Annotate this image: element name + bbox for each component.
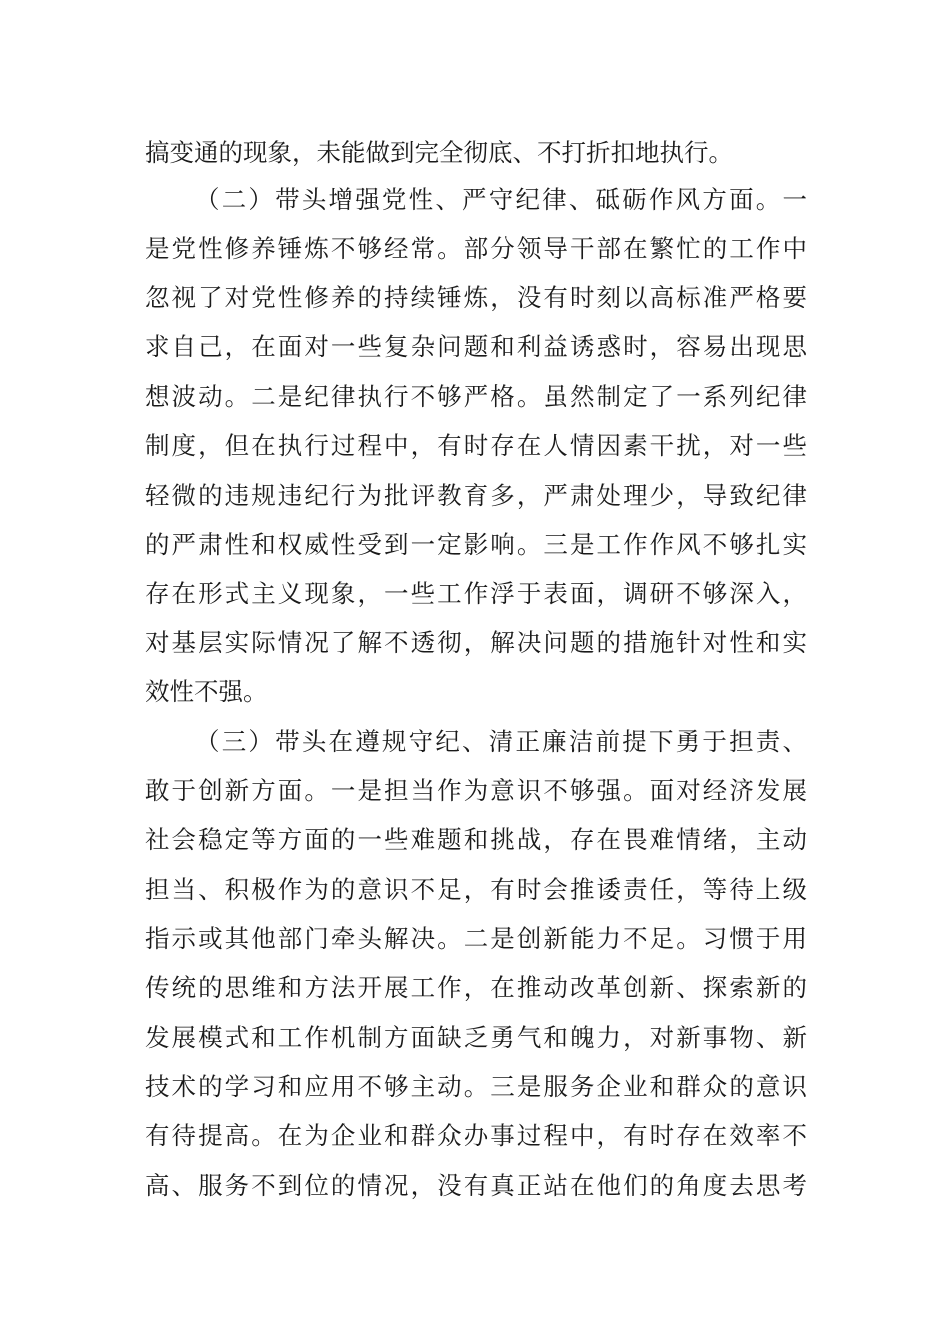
text-line: 轻微的违规违纪行为批评教育多，严肃处理少，导致纪律 (145, 481, 807, 510)
text-line: 效性不强。 (145, 677, 268, 706)
text-line: 有待提高。在为企业和群众办事过程中，有时存在效率不 (145, 1121, 807, 1150)
text-line: 高、服务不到位的情况，没有真正站在他们的角度去思考 (145, 1171, 807, 1200)
text-line: 指示或其他部门牵头解决。二是创新能力不足。习惯于用 (145, 924, 807, 953)
text-line: 传统的思维和方法开展工作，在推动改革创新、探索新的 (145, 973, 807, 1002)
text-line: 发展模式和工作机制方面缺乏勇气和魄力，对新事物、新 (145, 1023, 807, 1052)
text-line: （三）带头在遵规守纪、清正廉洁前提下勇于担责、 (195, 727, 807, 756)
text-line: 是党性修养锤炼不够经常。部分领导干部在繁忙的工作中 (145, 234, 807, 263)
text-line: 技术的学习和应用不够主动。三是服务企业和群众的意识 (145, 1072, 807, 1101)
text-line: 担当、积极作为的意识不足，有时会推诿责任，等待上级 (145, 875, 807, 904)
text-line: 想波动。二是纪律执行不够严格。虽然制定了一系列纪律 (145, 382, 807, 411)
text-line: 忽视了对党性修养的持续锤炼，没有时刻以高标准严格要 (145, 283, 807, 312)
text-line: 敢于创新方面。一是担当作为意识不够强。面对经济发展 (145, 776, 807, 805)
text-line: 的严肃性和权威性受到一定影响。三是工作作风不够扎实 (145, 530, 807, 559)
text-line: 求自己，在面对一些复杂问题和利益诱惑时，容易出现思 (145, 332, 807, 361)
text-line: 对基层实际情况了解不透彻，解决问题的措施针对性和实 (145, 628, 807, 657)
text-line: 存在形式主义现象，一些工作浮于表面，调研不够深入， (145, 579, 807, 608)
text-line: 制度，但在执行过程中，有时存在人情因素干扰，对一些 (145, 431, 807, 460)
text-line: 社会稳定等方面的一些难题和挑战，存在畏难情绪，主动 (145, 825, 807, 854)
text-line: 搞变通的现象，未能做到完全彻底、不打折扣地执行。 (145, 138, 733, 167)
text-line: （二）带头增强党性、严守纪律、砥砺作风方面。一 (195, 185, 807, 214)
